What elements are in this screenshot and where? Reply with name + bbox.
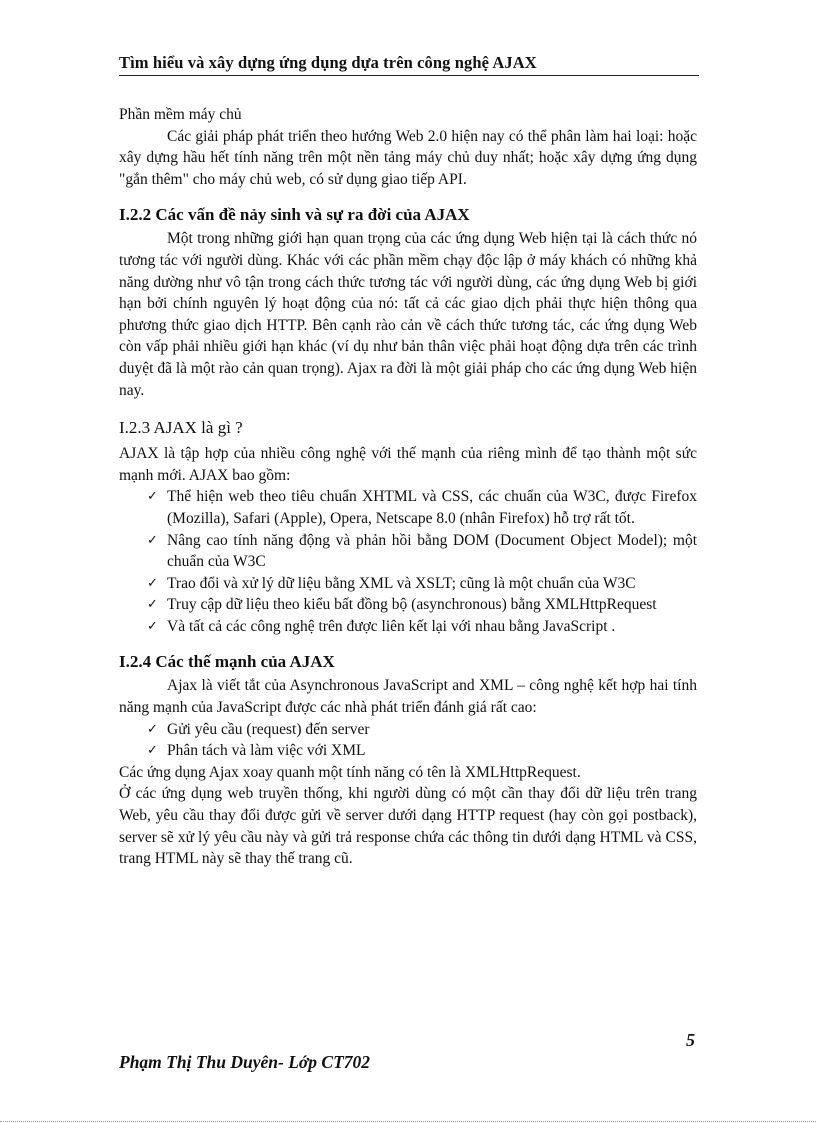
paragraph-1-2-3-intro: AJAX là tập hợp của nhiều công nghệ với thế mạnh của riêng mình để tạo thành một sức mạnh mới. AJAX bao gồm: [119, 445, 697, 484]
checkmark-icon: ✓ [147, 618, 158, 634]
checkmark-icon: ✓ [147, 489, 158, 505]
paragraph-1-2-4-traditional: Ở các ứng dụng web truyền thống, khi người dùng có một cần thay đổi dữ liệu trên trang Web, yêu cầu thay đổi được gửi về server dưới dạng HTTP request (hay còn gọi postback), server sẽ xử lý yêu cầu này và gửi trả response chứa các thông tin dưới dạng HTML và CSS, trang HTML này sẽ thay thế trang cũ. [119, 785, 697, 868]
section-heading-1-2-4: I.2.4 Các thế mạnh của AJAX [119, 652, 335, 672]
ajax-strengths-list [119, 719, 697, 762]
footer-author: Phạm Thị Thu Duyên- Lớp CT702 [119, 1052, 371, 1072]
list-item: ✓ Thể hiện web theo tiêu chuẩn XHTML và CSS, các chuẩn của W3C, được Firefox (Mozilla), Safari (Apple), Opera, Netscape 8.0 (nhân Firefox) hỗ trợ rất tốt. [147, 488, 697, 527]
list-item: ✓ Truy cập dữ liệu theo kiểu bất đồng bộ (asynchronous) bằng XMLHttpRequest [147, 594, 697, 616]
paragraph-server: Các giải pháp phát triển theo hướng Web 2.0 hiện nay có thể phân làm hai loại: hoặc xây dựng hầu hết tính năng trên một nền tảng máy chủ duy nhất; hoặc xây dựng ứng dụng "gắn thêm" cho máy chủ web, có sử dụng giao tiếp API. [119, 127, 697, 188]
document-body [119, 104, 697, 870]
subsection-title-server: Phần mềm máy chủ [119, 106, 242, 123]
list-item: ✓ Gửi yêu cầu (request) đến server [147, 719, 697, 741]
checkmark-icon: ✓ [147, 575, 158, 591]
checkmark-icon: ✓ [147, 743, 158, 759]
checkmark-icon: ✓ [147, 532, 158, 548]
list-item: ✓ Nâng cao tính năng động và phản hồi bằng DOM (Document Object Model); một chuẩn của W3C [147, 531, 697, 571]
section-heading-1-2-3: I.2.3 AJAX là gì ? [119, 418, 243, 438]
section-heading-1-2-2: I.2.2 Các vấn đề nảy sinh và sự ra đời của AJAX [119, 205, 470, 225]
header-divider [119, 75, 699, 76]
list-item: ✓ Phân tách và làm việc với XML [147, 740, 697, 762]
paragraph-1-2-4-xmlhttprequest: Các ứng dụng Ajax xoay quanh một tính năng có tên là XMLHttpRequest. [119, 763, 581, 781]
list-item: ✓ Và tất cả các công nghệ trên được liên kết lại với nhau bằng JavaScript . [147, 616, 697, 638]
checkmark-icon: ✓ [147, 721, 158, 737]
paragraph-1-2-2: Một trong những giới hạn quan trọng của các ứng dụng Web hiện tại là cách thức nó tương tác với người dùng. Khác với các phần mềm chạy độc lập ở máy khách có những khả năng dường như vô tận trong cách thức tương tác với người dùng, các ứng dụng Web bị giới hạn bởi chính nguyên lý hoạt động của nó: tất cả các giao dịch phải thực hiện thông qua phương thức giao dịch HTTP. Bên cạnh rào cản về cách thức tương tác, các ứng dụng Web còn vấp phải nhiều giới hạn khác (ví dụ như bản thân việc phải hoạt động dựa trên các trình duyệt đã là một rào cản quan trọng). Ajax ra đời là một giải pháp cho các ứng dụng Web hiện nay. [119, 230, 697, 399]
checkmark-icon: ✓ [147, 597, 158, 613]
paragraph-1-2-4-intro: Ajax là viết tắt của Asynchronous JavaScript and XML – công nghệ kết hợp hai tính năng mạnh của JavaScript được các nhà phát triển đánh giá rất cao: [119, 677, 697, 717]
ajax-components-list [119, 486, 697, 637]
page-header-title: Tìm hiểu và xây dựng ứng dụng dựa trên công nghệ AJAX [119, 53, 537, 72]
page-number: 5 [686, 1030, 695, 1050]
list-item: ✓ Trao đổi và xử lý dữ liệu bằng XML và XSLT; cũng là một chuẩn của W3C [147, 573, 697, 595]
page-bottom-dotted-line [0, 1121, 816, 1122]
